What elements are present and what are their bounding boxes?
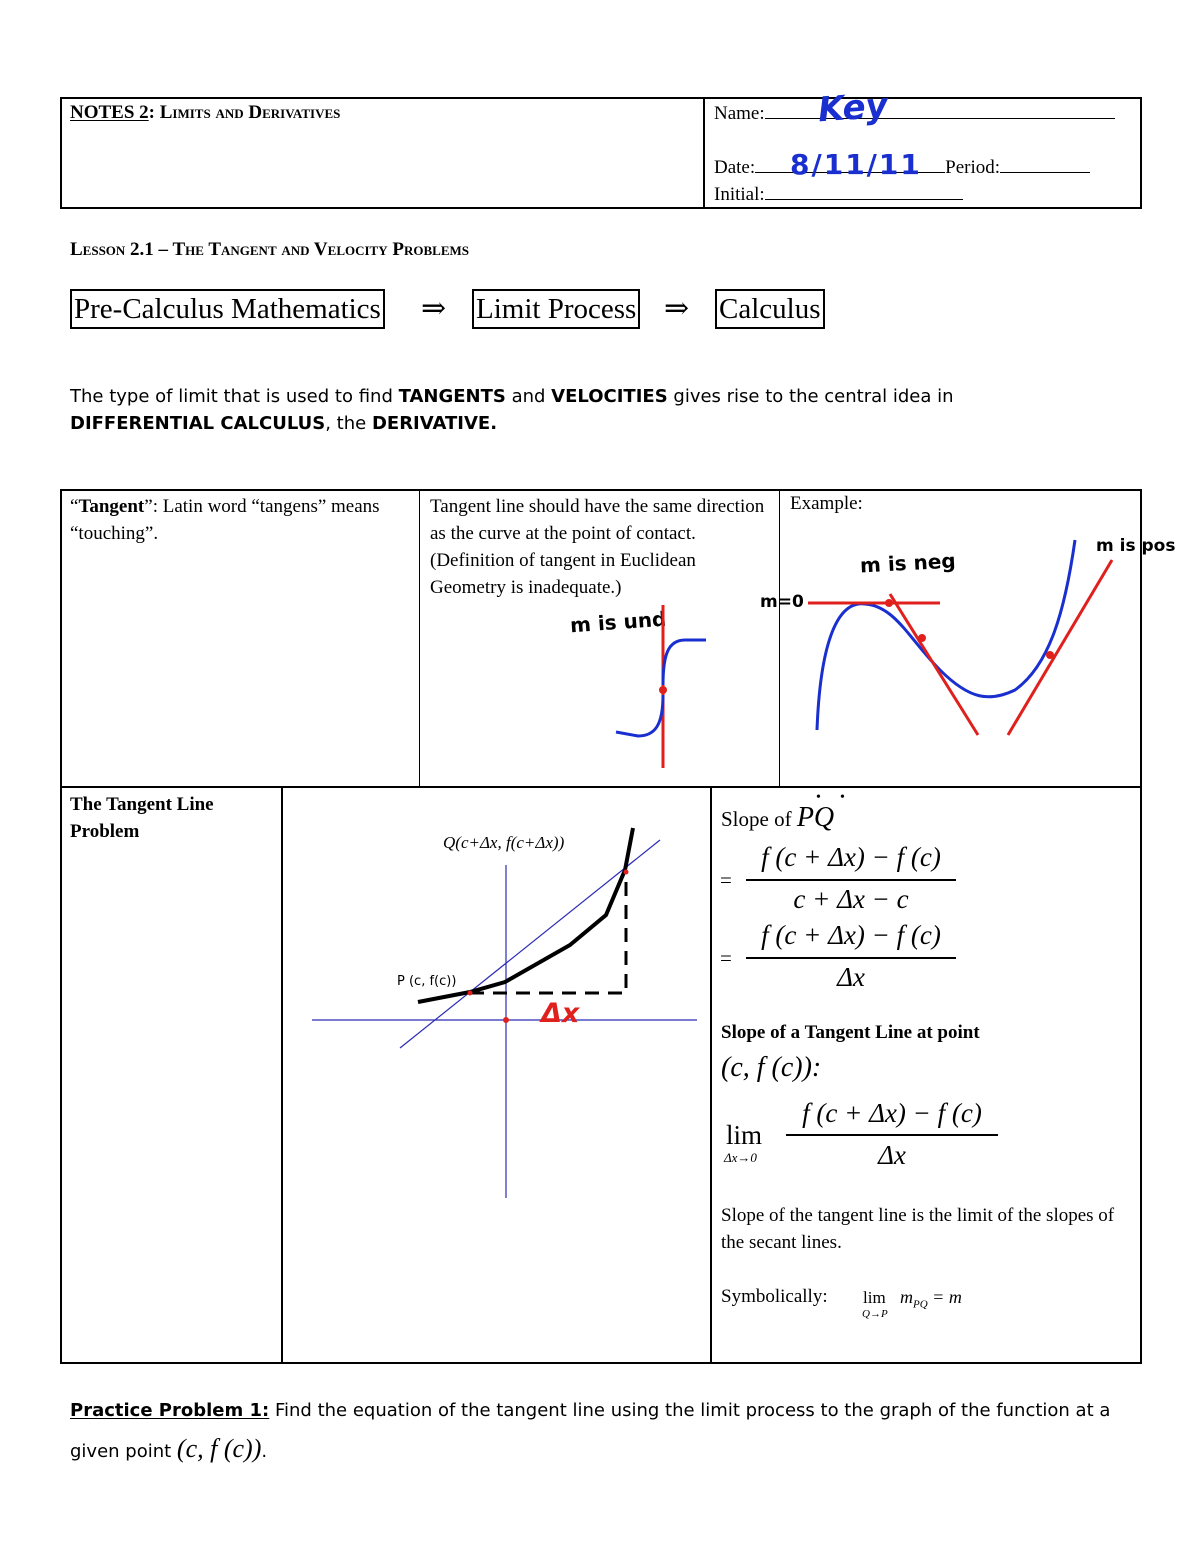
row2-col-divider-1 <box>281 787 283 1364</box>
symbolic-definition: Symbolically: <box>721 1286 828 1307</box>
fraction-1-denominator: c + Δx − c <box>793 884 909 914</box>
fraction-2-denominator: Δx <box>837 962 865 992</box>
notes-title: NOTES 2: Limits and Derivatives <box>70 102 341 123</box>
flow-box-precalculus: Pre-Calculus Mathematics <box>70 289 385 329</box>
fraction-1-numerator: f (c + Δx) − f (c) <box>761 842 941 872</box>
date-value-handwritten: 8/11/11 <box>790 148 922 181</box>
example-label: Example: <box>790 493 863 514</box>
dot-p: • <box>816 790 821 805</box>
point-p-label: P (c, f(c)) <box>397 974 457 989</box>
tangent-point-neg <box>918 634 926 642</box>
name-value-handwritten: Key <box>816 85 890 131</box>
initial-field[interactable]: Initial: <box>714 184 963 206</box>
lim-subscript: Δx→0 <box>724 1150 757 1165</box>
example-curve-sketch <box>780 530 1140 745</box>
delta-x-dashed <box>470 872 626 993</box>
flow-arrow-2: ⇒ <box>664 292 690 325</box>
fraction-2-numerator: f (c + Δx) − f (c) <box>761 920 941 950</box>
tangent-definition: “Tangent”: Latin word “tangens” means “touching”. <box>70 496 380 544</box>
tangent-point <box>659 686 667 694</box>
fraction-2-bar <box>746 957 956 959</box>
vertical-tangent-sketch <box>600 600 720 775</box>
point-p <box>468 991 473 996</box>
secant-line <box>400 840 660 1048</box>
tangent-direction-text: Tangent line should have the same direction as the curve at the point of contact. (Definition of tangent in Euclidean Geometry is inadequate.) <box>430 496 765 598</box>
tangent-line-positive <box>1008 560 1112 735</box>
m-equals-zero-handwritten: m=0 <box>760 592 804 612</box>
row-divider <box>60 786 1142 788</box>
secant-graph <box>300 820 705 1205</box>
fraction-3-bar <box>786 1134 998 1136</box>
lim-word: lim <box>726 1120 763 1150</box>
symbolic-lim-sub: Q→P <box>862 1308 888 1320</box>
flow-box-limit: Limit Process <box>472 289 640 329</box>
symbolic-m: $m_{PQ} = m$ <box>900 1287 962 1311</box>
point-q-label: Q(c+Δx, f(c+Δx)) <box>443 833 565 852</box>
row2-col-divider-2 <box>710 787 712 1364</box>
header-divider <box>703 97 705 209</box>
flow-arrow-1: ⇒ <box>421 292 447 325</box>
lesson-title: Lesson 2.1 – The Tangent and Velocity Problems <box>70 239 469 260</box>
point-x-axis <box>503 1017 509 1023</box>
point-q <box>624 870 629 875</box>
m-is-pos-handwritten: m is pos <box>1096 536 1176 556</box>
practice-problem: Practice Problem 1: Find the equation of the tangent line using the limit process to the graph of the function at a given point (c, f (c)). <box>70 1400 1111 1463</box>
symbolic-lim: lim <box>863 1288 886 1307</box>
tangent-point-max <box>885 599 893 607</box>
row1-col-divider-1 <box>419 489 420 787</box>
eq-2: = <box>720 946 732 970</box>
eq-1: = <box>720 868 732 892</box>
intro-paragraph: The type of limit that is used to find TANGENTS and VELOCITIES gives rise to the central idea in DIFFERENTIAL CALCULUS, the DERIVATIVE. <box>70 386 954 434</box>
delta-x-handwritten: Δx <box>541 998 580 1029</box>
dot-q: • <box>840 790 845 805</box>
m-is-und-handwritten: m is und <box>569 606 668 638</box>
tangent-line-negative <box>890 594 978 735</box>
cubic-curve-upper <box>663 640 706 685</box>
m-is-neg-handwritten: m is neg <box>859 548 957 578</box>
fraction-3-denominator: Δx <box>878 1140 906 1170</box>
cubic-curve-lower <box>616 695 663 736</box>
fraction-3-numerator: f (c + Δx) − f (c) <box>802 1098 982 1128</box>
name-field[interactable]: Name: <box>714 103 1115 125</box>
fraction-1-bar <box>746 879 956 881</box>
tangent-point-pos <box>1046 651 1054 659</box>
date-field[interactable]: Date: Period: <box>714 157 1090 179</box>
tangent-limit-description: Slope of the tangent line is the limit of the slopes of the secant lines. <box>721 1205 1115 1253</box>
tangent-slope-title: Slope of a Tangent Line at point <box>721 1022 980 1043</box>
example-sine-curve <box>817 540 1075 730</box>
tangent-line-problem-label: The Tangent Line Problem <box>70 794 214 842</box>
point-c-fc: (c, f (c)): <box>721 1052 822 1083</box>
slope-of-pq: Slope of PQ <box>721 802 835 833</box>
flow-box-calculus: Calculus <box>715 289 825 329</box>
